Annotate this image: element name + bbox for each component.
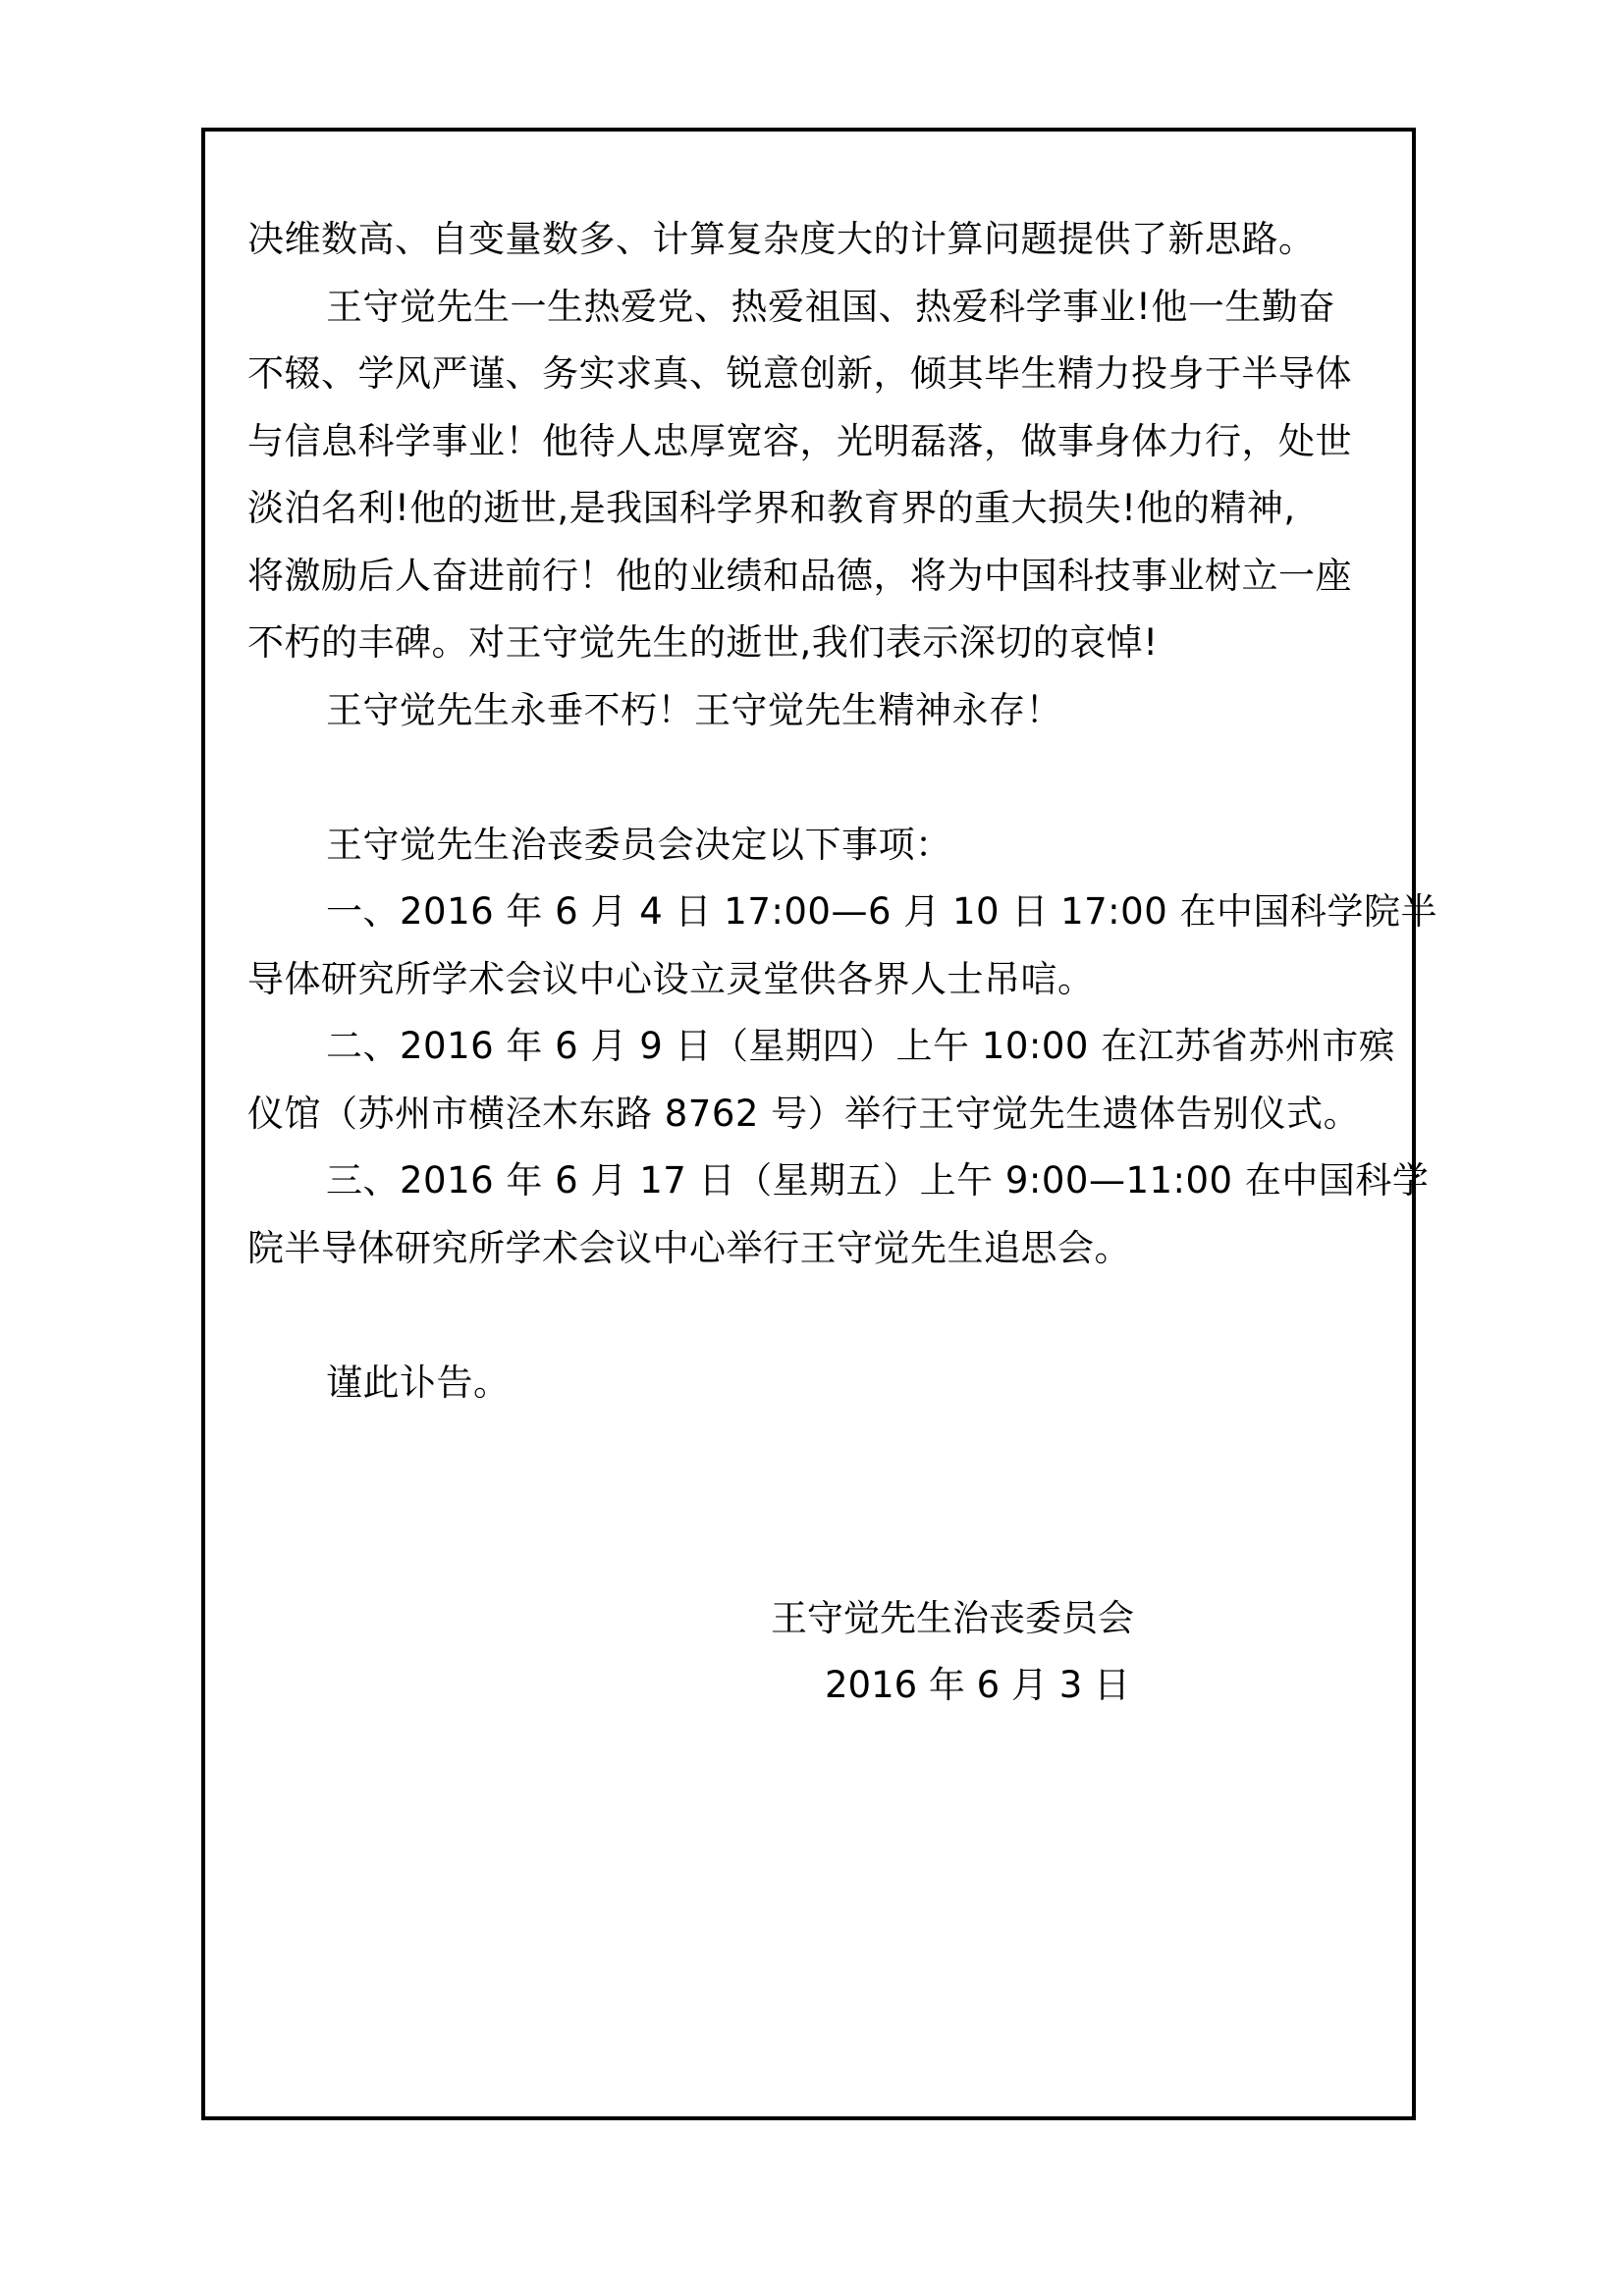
decision-item-1-line-1: 一、2016 年 6 月 4 日 17:00—6 月 10 日 17:00 在中国科学院半 <box>326 890 1437 933</box>
decision-item-2-line-1: 二、2016 年 6 月 9 日（星期四）上午 10:00 在江苏省苏州市殡 <box>326 1025 1396 1067</box>
body-line-8: 王守觉先生永垂不朽！王守觉先生精神永存！ <box>326 688 1062 731</box>
decision-item-3-line-2: 院半导体研究所学术会议中心举行王守觉先生追思会。 <box>247 1226 1131 1269</box>
body-line-7: 不朽的丰碑。对王守觉先生的逝世,我们表示深切的哀悼! <box>247 621 1159 664</box>
body-line-3: 不辍、学风严谨、务实求真、锐意创新，倾其毕生精力投身于半导体 <box>247 352 1352 395</box>
body-line-5: 淡泊名利!他的逝世,是我国科学界和教育界的重大损失!他的精神, <box>247 487 1296 529</box>
decision-item-1-line-2: 导体研究所学术会议中心设立灵堂供各界人士吊唁。 <box>247 957 1095 1000</box>
body-line-1: 决维数高、自变量数多、计算复杂度大的计算问题提供了新思路。 <box>247 218 1316 260</box>
decision-item-2-line-2: 仪馆（苏州市横泾木东路 8762 号）举行王守觉先生遗体告别仪式。 <box>247 1092 1361 1135</box>
body-line-6: 将激励后人奋进前行！他的业绩和品德，将为中国科技事业树立一座 <box>247 554 1352 597</box>
paragraph-spacer <box>247 1282 1391 1350</box>
body-line-4: 与信息科学事业！他待人忠厚宽容，光明磊落，做事身体力行，处世 <box>247 419 1352 462</box>
decision-item-3-line-1: 三、2016 年 6 月 17 日（星期五）上午 9:00—11:00 在中国科学 <box>326 1159 1430 1201</box>
decisions-intro: 王守觉先生治丧委员会决定以下事项： <box>326 823 952 866</box>
body-line-2: 王守觉先生一生热爱党、热爱祖国、热爱科学事业!他一生勤奋 <box>326 285 1335 328</box>
paragraph-spacer <box>247 744 1391 812</box>
signature-organization: 王守觉先生治丧委员会 <box>771 1597 1134 1639</box>
obituary-body <box>247 206 1437 1416</box>
signature-date: 2016 年 6 月 3 日 <box>825 1664 1131 1706</box>
closing-statement: 谨此讣告。 <box>326 1361 511 1404</box>
